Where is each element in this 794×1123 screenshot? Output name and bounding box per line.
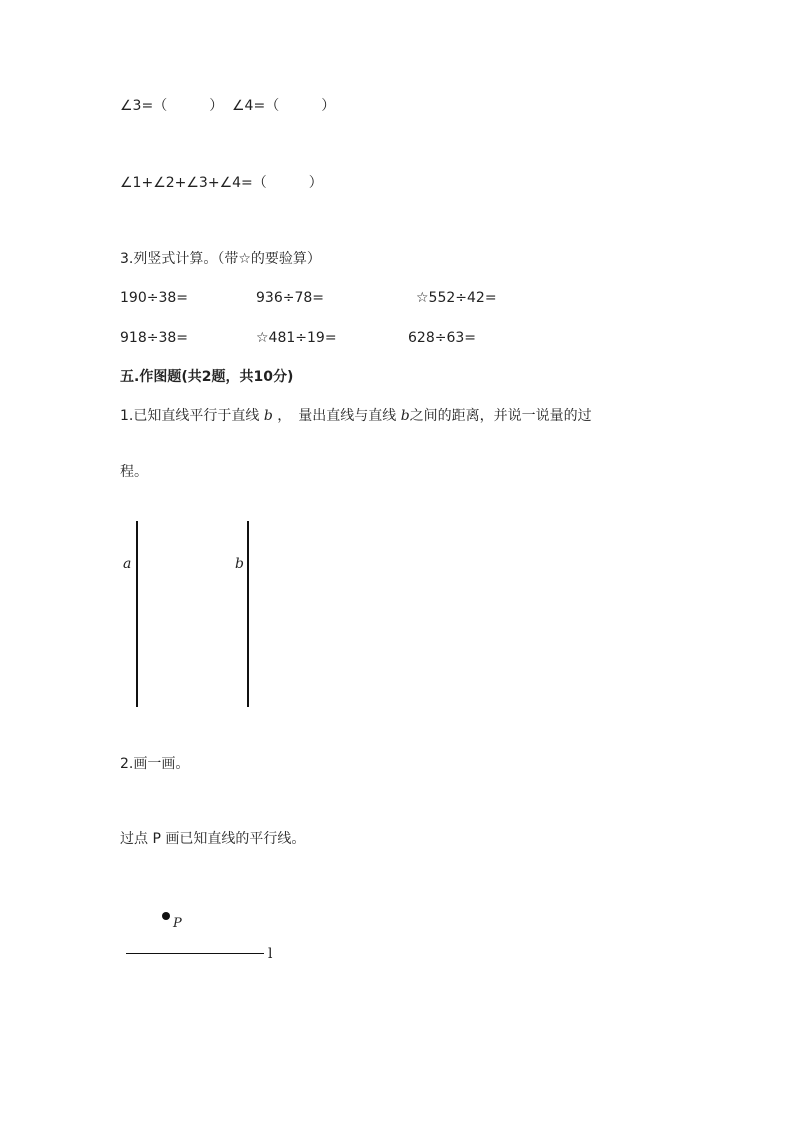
q3-item-1: 190÷38= (120, 290, 188, 306)
q1-line-2: 程。 (120, 464, 148, 480)
q3-item-6: 628÷63= (408, 330, 476, 346)
line-b (247, 521, 249, 707)
q3-title: 3.列竖式计算。（带☆的要验算） (120, 251, 321, 267)
label-p: P (173, 916, 182, 931)
q2-title: 2.画一画。 (120, 756, 190, 772)
q3-item-4: 918÷38= (120, 330, 188, 346)
line-a (136, 521, 138, 707)
q1-line-1 (120, 407, 592, 425)
section-5-title: 五.作图题(共2题，共10分) (120, 369, 294, 385)
q1-text-c: 之间的距离，并说一说量的过 (409, 408, 592, 424)
q2-instruction: 过点 P 画已知直线的平行线。 (120, 831, 306, 847)
q1-text-a: 1.已知直线平行于直线 (120, 408, 260, 424)
q3-item-2: 936÷78= (256, 290, 324, 306)
angle-sum-blank: ∠1+∠2+∠3+∠4=（ ） (120, 175, 323, 191)
label-b: b (235, 556, 244, 572)
q1-var-b-2: b (400, 408, 410, 424)
line-l (126, 953, 264, 954)
angle-4-blank: ∠4=（ ） (232, 98, 336, 114)
q1-var-b: b (263, 408, 273, 424)
q3-item-5: ☆481÷19= (256, 330, 337, 346)
point-p (162, 912, 170, 920)
q3-item-3: ☆552÷42= (416, 290, 497, 306)
q1-text-b: ， 量出直线与直线 (277, 408, 397, 424)
angle-3-blank: ∠3=（ ） (120, 98, 224, 114)
label-a: a (123, 556, 132, 572)
label-l: l (268, 946, 273, 962)
